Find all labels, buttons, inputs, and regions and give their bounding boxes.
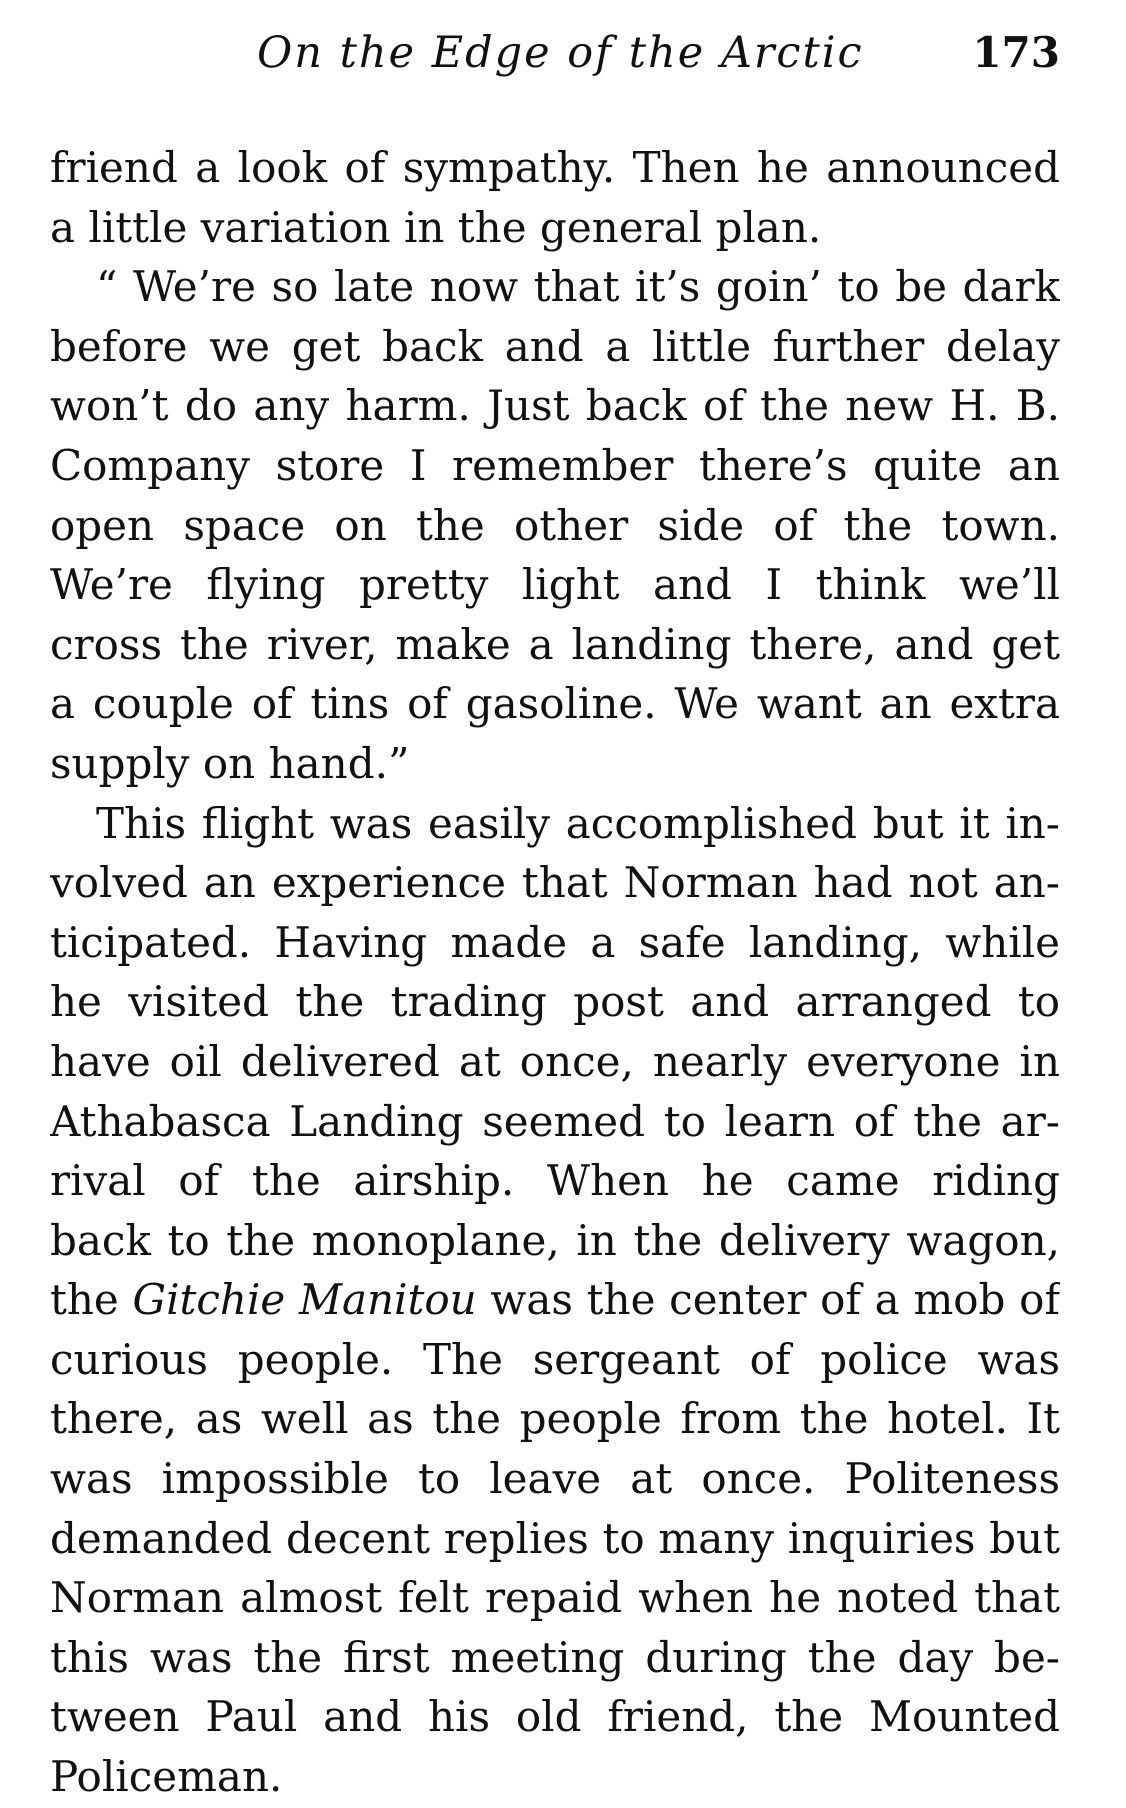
- text-line: before we get back and a little further delay: [50, 321, 1060, 371]
- text-line: Norman almost felt repaid when he noted that: [50, 1573, 1060, 1623]
- text-line: he visited the trading post and arranged to: [50, 977, 1060, 1027]
- text-line: back to the monoplane, in the delivery wagon,: [50, 1215, 1060, 1265]
- text-line: there, as well as the people from the hotel. It: [50, 1394, 1060, 1444]
- text-line: This flight was easily accomplished but it in-: [96, 798, 1060, 848]
- text-line: was impossible to leave at once. Politeness: [50, 1454, 1060, 1504]
- text-line: Company store I remember there’s quite an: [50, 440, 1060, 490]
- text-line: a couple of tins of gasoline. We want an extra: [50, 679, 1060, 729]
- text-line: open space on the other side of the town.: [50, 500, 1060, 550]
- text-line: tween Paul and his old friend, the Mounted: [50, 1692, 1060, 1742]
- text-line: [50, 1270, 1060, 1330]
- page-number: 173: [972, 28, 1060, 77]
- text-segment: was the center of a mob of: [476, 1275, 1060, 1325]
- text-line: friend a look of sympathy. Then he announced: [50, 143, 1060, 192]
- book-title-italic: Gitchie Manitou: [132, 1275, 477, 1325]
- text-line: volved an experience that Norman had not an-: [50, 858, 1060, 908]
- text-line: curious people. The sergeant of police was: [50, 1334, 1060, 1384]
- text-line: supply on hand.”: [50, 738, 410, 788]
- text-line: have oil delivered at once, nearly everyone in: [50, 1036, 1060, 1086]
- text-line: this was the first meeting during the day be-: [50, 1632, 1060, 1682]
- body-text: [50, 138, 1060, 1807]
- text-line: won’t do any harm. Just back of the new H. B.: [50, 381, 1060, 431]
- text-line: ticipated. Having made a safe landing, while: [50, 917, 1060, 967]
- text-line: We’re flying pretty light and I think we’ll: [50, 560, 1060, 610]
- text-line: cross the river, make a landing there, and get: [50, 619, 1060, 669]
- running-title: On the Edge of the Arctic: [257, 28, 864, 78]
- text-segment: the: [50, 1275, 133, 1325]
- text-line: Policeman.: [50, 1752, 283, 1802]
- text-line: “ We’re so late now that it’s goin’ to be dark: [96, 262, 1060, 312]
- running-head: [50, 28, 1060, 88]
- text-line: rival of the airship. When he came riding: [50, 1156, 1060, 1206]
- text-line: Athabasca Landing seemed to learn of the ar-: [50, 1096, 1060, 1146]
- text-line: demanded decent replies to many inquiries but: [50, 1513, 1060, 1563]
- text-line: a little variation in the general plan.: [50, 202, 822, 252]
